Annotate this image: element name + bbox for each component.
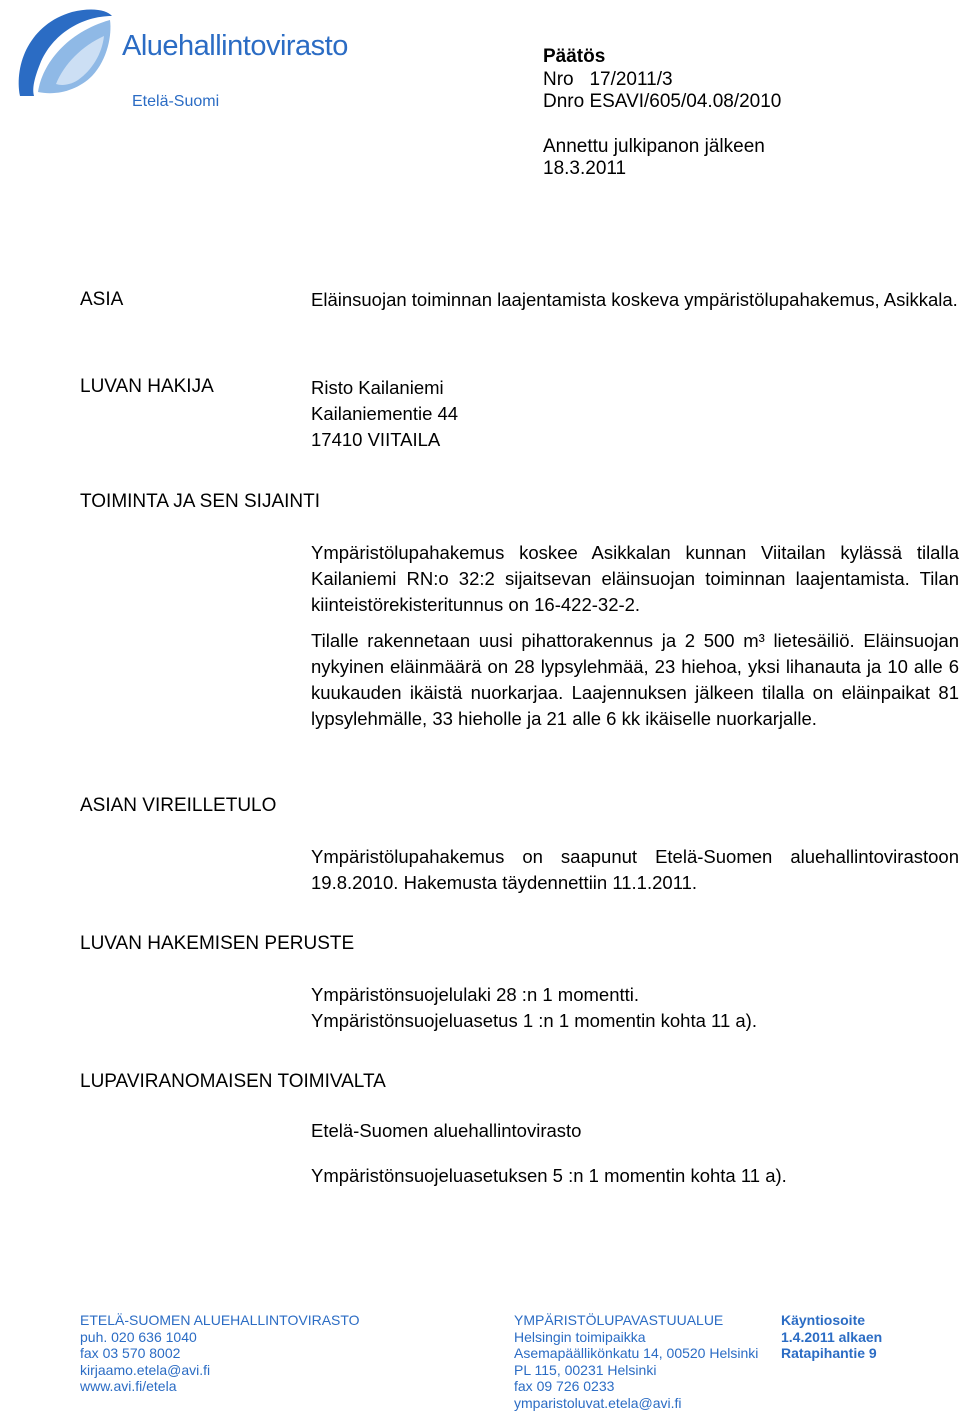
org-name: Aluehallintovirasto [122,30,348,62]
footer-website[interactable]: www.avi.fi/etela [80,1378,177,1395]
hakija-address [311,375,959,453]
section-label-peruste: LUVAN HAKEMISEN PERUSTE [80,933,355,954]
footer-pobox: PL 115, 00231 Helsinki [514,1361,657,1378]
footer-visit-address: Ratapihantie 9 [781,1345,877,1362]
issued-label: Annettu julkipanon jälkeen [543,135,765,157]
footer-office: Helsingin toimipaikka [514,1328,646,1345]
doc-type: Päätös [543,46,606,67]
footer-org: ETELÄ-SUOMEN ALUEHALLINTOVIRASTO [80,1312,360,1328]
section-label-vireilletulo: ASIAN VIREILLETULO [80,795,277,816]
hakija-name: Risto Kailaniemi [311,377,444,398]
peruste-line-2: Ympäristönsuojeluasetus 1 :n 1 momentin kohta 11 a). [311,1010,757,1031]
section-label-asia: ASIA [80,289,124,310]
footer-fax: fax 03 570 8002 [80,1345,181,1362]
section-label-hakija: LUVAN HAKIJA [80,376,214,397]
footer-col-contact [80,1312,360,1395]
toimivalta-line-1: Etelä-Suomen aluehallintovirasto [311,1120,582,1141]
asia-text: Eläinsuojan toiminnan laajentamista koskeva ympäristölupahakemus, Asikkala. [311,289,958,310]
issued-date: 18.3.2011 [543,158,627,179]
doc-number: Nro 17/2011/3 [543,68,673,90]
vireilletulo-text: Ympäristölupahakemus on saapunut Etelä-Suomen aluehallintovirastoon 19.8.2010. Hakemusta täydennettiin 11.1.2011. [311,846,959,893]
section-label-toimivalta: LUPAVIRANOMAISEN TOIMIVALTA [80,1071,386,1092]
footer-col-office [514,1312,758,1412]
footer-street: Asemapäällikönkatu 14, 00520 Helsinki [514,1345,759,1362]
hakija-postal: 17410 VIITAILA [311,429,441,450]
document-header [543,46,781,181]
footer-office-fax: fax 09 726 0233 [514,1378,615,1395]
hakija-street: Kailaniementie 44 [311,403,459,424]
footer-office-email[interactable]: ymparistoluvat.etela@avi.fi [514,1394,682,1411]
footer-phone: puh. 020 636 1040 [80,1328,197,1345]
section-label-toiminta: TOIMINTA JA SEN SIJAINTI [80,491,321,512]
footer-unit: YMPÄRISTÖLUPAVASTUUALUE [514,1312,724,1328]
footer-col-visit [781,1312,882,1362]
footer-visit-label: Käyntiosoite [781,1312,866,1328]
doc-dnro: Dnro ESAVI/605/04.08/2010 [543,91,782,112]
toiminta-p2: Tilalle rakennetaan uusi pihattorakennus ja 2 500 m³ lietesäiliö. Eläinsuojan nykyinen eläinmäärä on 28 lypsylehmää, 23 hiehoa, yksi lihanauta ja 10 alle 6 kuukauden ikäistä nuorkarjaa. Laajennuksen jälkeen tilalla on eläinpaikat 81 lypsylehmälle, 33 hieholle ja 21 alle 6 kk ikäiselle nuorkarjalle. [311,630,959,729]
footer-email[interactable]: kirjaamo.etela@avi.fi [80,1361,211,1378]
toimivalta-line-2: Ympäristönsuojeluasetuksen 5 :n 1 momentin kohta 11 a). [311,1165,787,1186]
peruste-line-1: Ympäristönsuojelulaki 28 :n 1 momentti. [311,984,640,1005]
peruste-text [311,982,959,1034]
footer-visit-date: 1.4.2011 alkaen [781,1328,883,1345]
region-name: Etelä-Suomi [132,93,220,110]
toiminta-p1: Ympäristölupahakemus koskee Asikkalan kunnan Viitailan kylässä tilalla Kailaniemi RN:o 32:2 sijaitsevan eläinsuojan toiminnan laajentamista. Tilan kiinteistörekisteritunnus on 16-422-32-2. [311,542,959,615]
